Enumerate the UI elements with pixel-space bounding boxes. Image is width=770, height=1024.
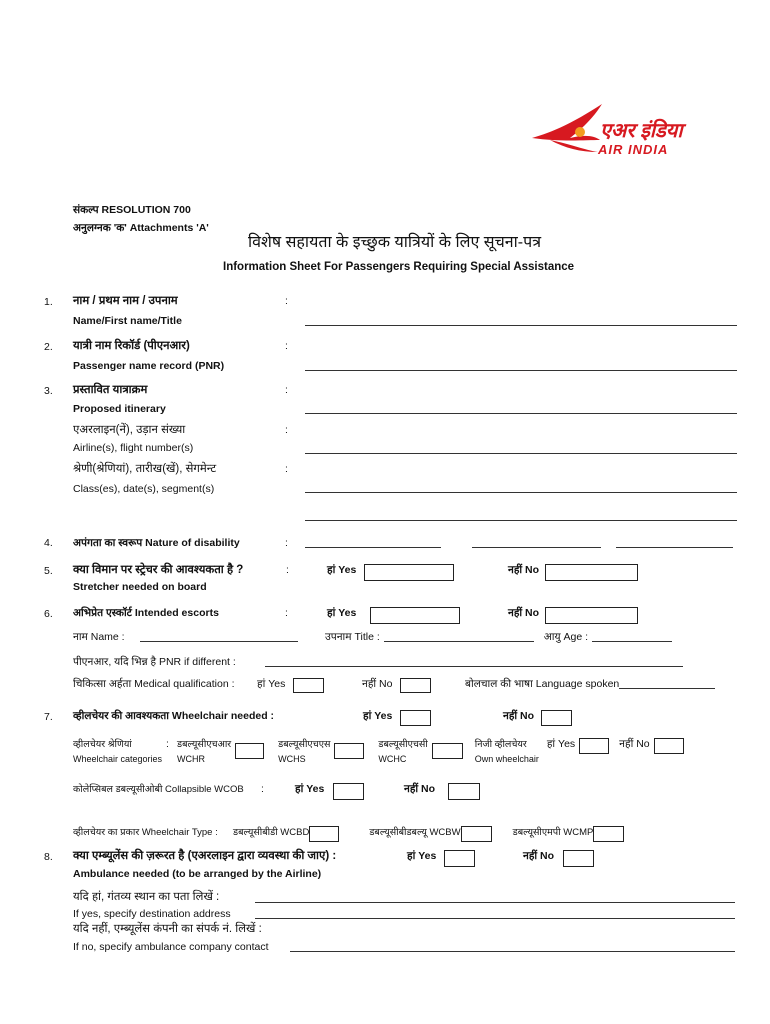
item-number: 3. [44, 385, 53, 397]
q2-english: Passenger name record (PNR) [73, 360, 225, 372]
class-input-line[interactable] [305, 492, 737, 493]
own-wheelchair-yes-checkbox[interactable] [579, 738, 609, 754]
wchs-checkbox[interactable] [334, 743, 364, 759]
yes-label: हां Yes [363, 710, 393, 722]
wheelchair-no-checkbox[interactable] [541, 710, 572, 726]
q7-label: व्हीलचेयर की आवश्यकता Wheelchair needed : [73, 710, 275, 722]
title-hindi: विशेष सहायता के इच्छुक यात्रियों के लिए सूचना-पत्र [248, 234, 542, 251]
wchs-label: WCHS [278, 754, 306, 764]
no-label: नहीं No [404, 783, 436, 795]
own-wheelchair-hindi: निजी व्हीलचेयर [474, 739, 527, 750]
destination-line-1[interactable] [255, 902, 735, 903]
wchc-hindi: डबल्यूसीएचसी [378, 739, 428, 750]
q8-english: Ambulance needed (to be arranged by the Airline) [73, 868, 322, 880]
resolution: संकल्प RESOLUTION 700 [73, 204, 191, 216]
no-label: नहीं No [523, 850, 555, 862]
ambulance-yes-checkbox[interactable] [444, 850, 475, 867]
no-label: नहीं No [362, 678, 393, 690]
colon: : [285, 463, 288, 475]
flight-input-line[interactable] [305, 453, 737, 454]
no-label: नहीं No [503, 710, 535, 722]
wchc-label: WCHC [378, 754, 407, 764]
yes-label: हां Yes [257, 678, 286, 690]
destination-english: If yes, specify destination address [73, 908, 231, 920]
wheelchair-yes-checkbox[interactable] [400, 710, 431, 726]
ambulance-no-checkbox[interactable] [563, 850, 594, 867]
q3b-hindi: श्रेणी(श्रेणियां), तारीख(खें), सेगमेन्ट [73, 463, 217, 475]
item-number: 2. [44, 341, 53, 353]
destination-hindi: यदि हां, गंतव्य स्थान का पता लिखें : [73, 891, 220, 903]
item-number: 5. [44, 565, 53, 577]
destination-line-2[interactable] [255, 918, 735, 919]
collapsible-no-checkbox[interactable] [448, 783, 480, 800]
wcmp-checkbox[interactable] [593, 826, 624, 842]
wcbd-label: डबल्यूसीबीडी WCBD [233, 827, 310, 838]
q4-label: अपंगता का स्वरूप Nature of disability [73, 537, 240, 549]
wchr-label: WCHR [177, 754, 206, 764]
q1-english: Name/First name/Title [73, 315, 182, 327]
q1-hindi: नाम / प्रथम नाम / उपनाम [73, 295, 178, 307]
disability-line-3[interactable] [616, 547, 733, 548]
escort-yes-checkbox[interactable] [370, 607, 460, 624]
q3-english: Proposed itinerary [73, 403, 166, 415]
collapsible-label: कोलेप्सिबल डबल्यूसीओबी Collapsible WCOB [73, 784, 244, 795]
ambulance-contact-english: If no, specify ambulance company contact [73, 941, 269, 953]
colon: : [285, 607, 288, 619]
wchr-hindi: डबल्यूसीएचआर [177, 739, 232, 750]
escort-age-line[interactable] [592, 631, 672, 642]
own-wheelchair-english: Own wheelchair [474, 754, 539, 764]
colon: : [166, 738, 169, 750]
q6-label: अभिप्रेत एस्कॉर्ट Intended escorts [73, 607, 219, 619]
item-number: 1. [44, 296, 53, 308]
colon: : [285, 424, 288, 436]
disability-line-2[interactable] [472, 547, 601, 548]
collapsible-yes-checkbox[interactable] [333, 783, 364, 800]
medical-label: चिकित्सा अर्हता Medical qualification : [73, 678, 235, 690]
medical-no-checkbox[interactable] [400, 678, 431, 693]
categories-english: Wheelchair categories [73, 754, 163, 764]
stretcher-no-checkbox[interactable] [545, 564, 638, 581]
itinerary-input-line[interactable] [305, 413, 737, 414]
wcmp-label: डबल्यूसीएमपी WCMP [512, 827, 594, 838]
yes-label: हां Yes [327, 607, 357, 619]
yes-label: हां Yes [327, 564, 357, 576]
pnr-input-line[interactable] [305, 370, 737, 371]
logo-hindi: एअर इंडिया [600, 120, 683, 142]
wchr-checkbox[interactable] [235, 743, 264, 759]
language-label: बोलचाल की भाषा Language spoken [465, 678, 620, 690]
yes-label: हां Yes [295, 783, 325, 795]
colon: : [285, 537, 288, 549]
no-label: नहीं No [619, 738, 650, 750]
colon: : [261, 783, 264, 795]
stretcher-yes-checkbox[interactable] [364, 564, 454, 581]
disability-line-1[interactable] [305, 547, 441, 548]
escort-name-label: नाम Name : [73, 631, 125, 643]
escort-pnr-line[interactable] [265, 656, 683, 667]
ambulance-contact-line[interactable] [290, 951, 735, 952]
escort-age-label: आयु Age : [543, 631, 589, 643]
language-line[interactable] [619, 678, 715, 689]
q3b-english: Class(es), date(s), segment(s) [73, 483, 215, 495]
yes-label: हां Yes [407, 850, 437, 862]
no-label: नहीं No [508, 607, 540, 619]
own-wheelchair-no-checkbox[interactable] [654, 738, 684, 754]
item-number: 7. [44, 711, 53, 723]
q8-hindi: क्या एम्ब्यूलेंस की ज़रूरत है (एअरलाइन द्वारा व्यवस्था की जाए) : [73, 850, 337, 862]
ambulance-contact-hindi: यदि नहीं, एम्ब्यूलेंस कंपनी का संपर्क नं. लिखें : [73, 923, 262, 935]
colon: : [285, 384, 288, 396]
medical-yes-checkbox[interactable] [293, 678, 324, 693]
wchs-hindi: डबल्यूसीएचएस [278, 739, 331, 750]
logo-english: AIR INDIA [598, 142, 669, 157]
class-input-line-2[interactable] [305, 520, 737, 521]
colon: : [285, 295, 288, 307]
q3a-hindi: एअरलाइन(नें), उड़ान संख्या [73, 424, 186, 436]
q5-hindi: क्या विमान पर स्ट्रेचर की आवश्यकता है ? [73, 564, 244, 576]
item-number: 6. [44, 608, 53, 620]
wcbw-checkbox[interactable] [461, 826, 492, 842]
escort-title-line[interactable] [384, 631, 534, 642]
q3-hindi: प्रस्तावित यात्राक्रम [73, 384, 148, 396]
wheelchair-type-label: व्हीलचेयर का प्रकार Wheelchair Type : [73, 827, 218, 838]
item-number: 8. [44, 851, 53, 863]
colon: : [286, 564, 289, 576]
yes-label: हां Yes [546, 738, 576, 750]
title-english: Information Sheet For Passengers Requiring Special Assistance [223, 261, 575, 273]
q5-english: Stretcher needed on board [73, 581, 207, 593]
wcbd-checkbox[interactable] [309, 826, 339, 842]
wchc-checkbox[interactable] [432, 743, 463, 759]
escort-name-line[interactable] [140, 631, 298, 642]
q2-hindi: यात्री नाम रिकॉर्ड (पीएनआर) [73, 340, 190, 352]
name-input-line[interactable] [305, 325, 737, 326]
no-label: नहीं No [508, 564, 540, 576]
escort-title-label: उपनाम Title : [325, 631, 380, 643]
escort-no-checkbox[interactable] [545, 607, 638, 624]
wcbw-label: डबल्यूसीबीडबल्यू WCBW [369, 827, 461, 838]
categories-hindi: व्हीलचेयर श्रेणियां [73, 739, 132, 750]
q3a-english: Airline(s), flight number(s) [73, 442, 194, 454]
escort-pnr-label: पीएनआर, यदि भिन्न है PNR if different : [73, 656, 236, 668]
item-number: 4. [44, 537, 53, 549]
colon: : [285, 340, 288, 352]
attachment: अनुलग्नक 'क' Attachments 'A' [73, 222, 209, 234]
